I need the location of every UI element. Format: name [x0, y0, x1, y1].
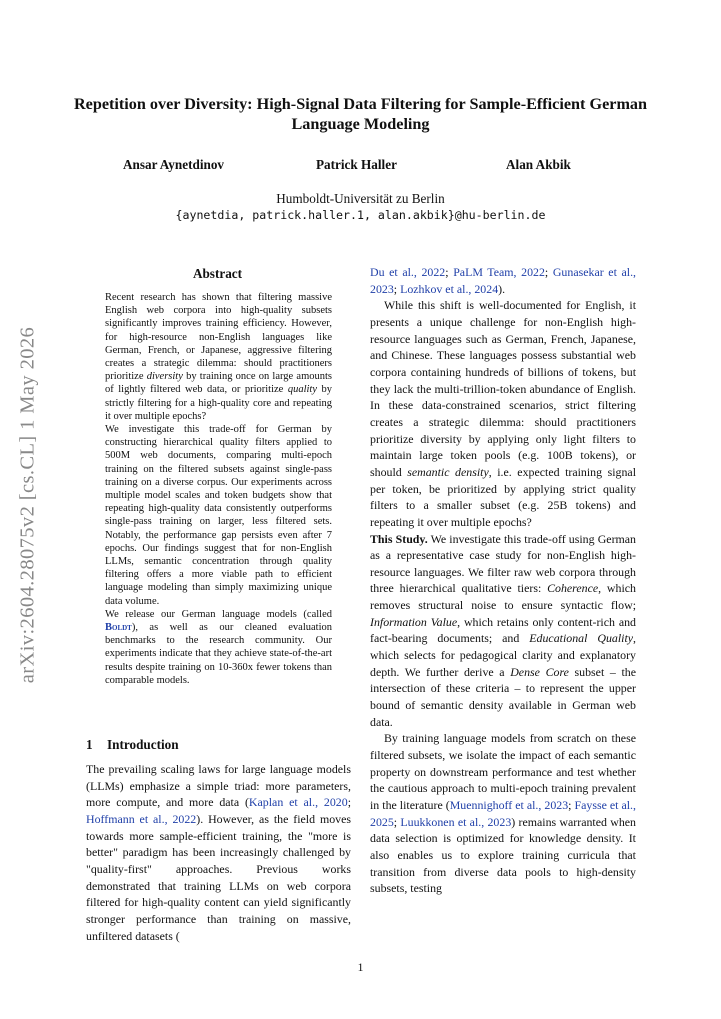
emphasis: semantic density [407, 464, 489, 479]
abstract-heading: Abstract [192, 266, 243, 281]
text: , which removes structural noise to ensure syntactic flow; [370, 581, 636, 613]
text: ; [393, 814, 401, 829]
text: Recent research has shown that filtering massive English web corpora into high-quality subsets significantly improves training efficiency. However, for high-resource non-English languages like German, French, or Japanese, aggressive filtering creates a strategic dilemma: should practitioners prioritize [105, 292, 332, 383]
abstract-paragraph [105, 291, 332, 423]
section-heading [86, 737, 179, 753]
intro-paragraph-continued [370, 264, 636, 297]
text: , which selects for pedagogical clarity and explanatory depth. We further derive a [370, 631, 637, 679]
citation-link[interactable]: Gunasekar et al., 2023 [370, 265, 637, 296]
author-emails: {aynetdia, patrick.haller.1, alan.akbik}@hu-berlin.de [175, 208, 546, 222]
section-title: Introduction [107, 737, 179, 752]
text: , i.e. expected training signal per token, be prioritized by applying strict quality filters to a smaller subset (e.g. 25B tokens) and repeating it over multiple epochs? [370, 464, 637, 529]
text: ; [347, 795, 351, 810]
text: ) remains warranted when data selection is optimized for knowledge density. It also enables us to explore training curricula that transition from diverse data pools to high-density subsets, testing [370, 814, 636, 896]
citation-link[interactable]: Faysse et al., 2025 [370, 798, 637, 829]
text: We investigate this trade-off using German as a representative case study for non-English high-resource languages. We filter raw web corpora through three hierarchical qualitative tiers: [370, 531, 637, 596]
text: By training language models from scratch on these filtered subsets, we isolate the impact of each semantic property on downstream performance and test whether the cautious approach to multi-epoch training prevalent in the literature ( [370, 731, 636, 812]
text: ; [568, 798, 575, 812]
model-name-link[interactable]: Boldt [105, 622, 132, 634]
text: ). However, as the field moves towards more sample-efficient training, the "more is better" paradigm has been increasingly challenged by "quality-first" approaches. Previous works demonstrated that training LLMs on web corpora filtered for high-quality content can yield significantly stronger performance than training on massive, unfiltered datasets ( [86, 811, 351, 943]
left-column-text [86, 761, 351, 944]
text: ). [498, 281, 506, 296]
intro-paragraph [86, 761, 351, 944]
text: by training once on large amounts of lightly filtered web data, or prioritize [105, 371, 333, 396]
citation-link[interactable]: Luukkonen et al., 2023 [400, 814, 512, 829]
emphasis: Dense Core [510, 664, 569, 679]
author-name: Patrick Haller [316, 157, 397, 172]
text: ; [393, 281, 401, 296]
emphasis: Coherence [547, 581, 599, 596]
citation-link[interactable]: Kaplan et al., 2020 [248, 795, 348, 810]
text: While this shift is well-documented for English, it presents a unique challenge for non-English high-resource languages such as German, French, Japanese, and Chinese. These languages possess substantial web corpora containing hundreds of billions of tokens, but they lack the multi-trillion-token abundance of English. In these data-constrained scenarios, strict filtering creates a strategic dilemma: should practitioners prioritize diversity by applying only light filters to maintain large token pools (e.g. 100B tokens), or should [370, 298, 636, 479]
emphasis: Information Value [370, 614, 458, 629]
text: , which retains only content-rich and fact-bearing documents; and [370, 614, 636, 646]
emphasis: Educational Quality [529, 631, 634, 646]
paper-title: Repetition over Diversity: High-Signal Data Filtering for Sample-Efficient German Language Modeling [73, 95, 648, 133]
emphasis: quality [287, 384, 317, 396]
right-column-text [370, 264, 636, 897]
page-number: 1 [357, 960, 364, 974]
author-name: Ansar Aynetdinov [123, 157, 225, 172]
citation-link[interactable]: Hoffmann et al., 2022 [86, 811, 197, 826]
affiliation: Humboldt-Universität zu Berlin [276, 191, 445, 206]
run-in-heading: This Study. [370, 531, 428, 546]
intro-paragraph [370, 730, 636, 897]
abstract-body [105, 291, 332, 687]
author-name: Alan Akbik [506, 157, 571, 172]
citation-link[interactable]: Lozhkov et al., 2024 [400, 281, 499, 296]
citation-link[interactable]: PaLM Team, 2022 [453, 265, 545, 279]
abstract-paragraph: We investigate this trade-off for German by constructing hierarchical quality filters applied to 500M web documents, comparing multi-epoch training on the filtered subsets against single-pass training on a diverse corpus. Our experiments across multiple model scales and token budgets show that repeating high-quality data consistently outperforms single-pass training on larger, less filtered sets. Notably, the performance gap persists even after 7 epochs. Our findings suggest that for non-English LLMs, semantic concentration through quality filtering offers a more viable path to efficient language modeling than simply maximizing unique data volume. [105, 424, 332, 607]
section-number: 1 [86, 737, 93, 752]
arxiv-identifier: arXiv:2604.28075v2 [cs.CL] 1 May 2026 [16, 326, 39, 684]
intro-paragraph [370, 531, 636, 731]
intro-paragraph [370, 297, 636, 530]
text: The prevailing scaling laws for large language models (LLMs) emphasize a simple triad: more parameters, more compute, and more data ( [86, 762, 351, 810]
citation-link[interactable]: Du et al., 2022 [370, 265, 446, 279]
text: ), as well as our cleaned evaluation benchmarks to the research community. Our experiments indicate that they achieve state-of-the-art results despite training on 10-360x fewer tokens than comparable models. [105, 622, 332, 686]
text: We release our German language models (called [105, 608, 332, 620]
text: ; [445, 265, 454, 279]
text: ; [544, 265, 553, 279]
text: by strictly filtering for a high-quality core and repeating it over multiple epochs? [105, 384, 332, 422]
citation-link[interactable]: Muennighoff et al., 2023 [449, 798, 569, 812]
text: subset – the intersection of these criteria – to represent the upper bound of semantic density available in German web data. [370, 664, 636, 729]
abstract-paragraph [105, 608, 332, 687]
emphasis: diversity [146, 371, 183, 383]
